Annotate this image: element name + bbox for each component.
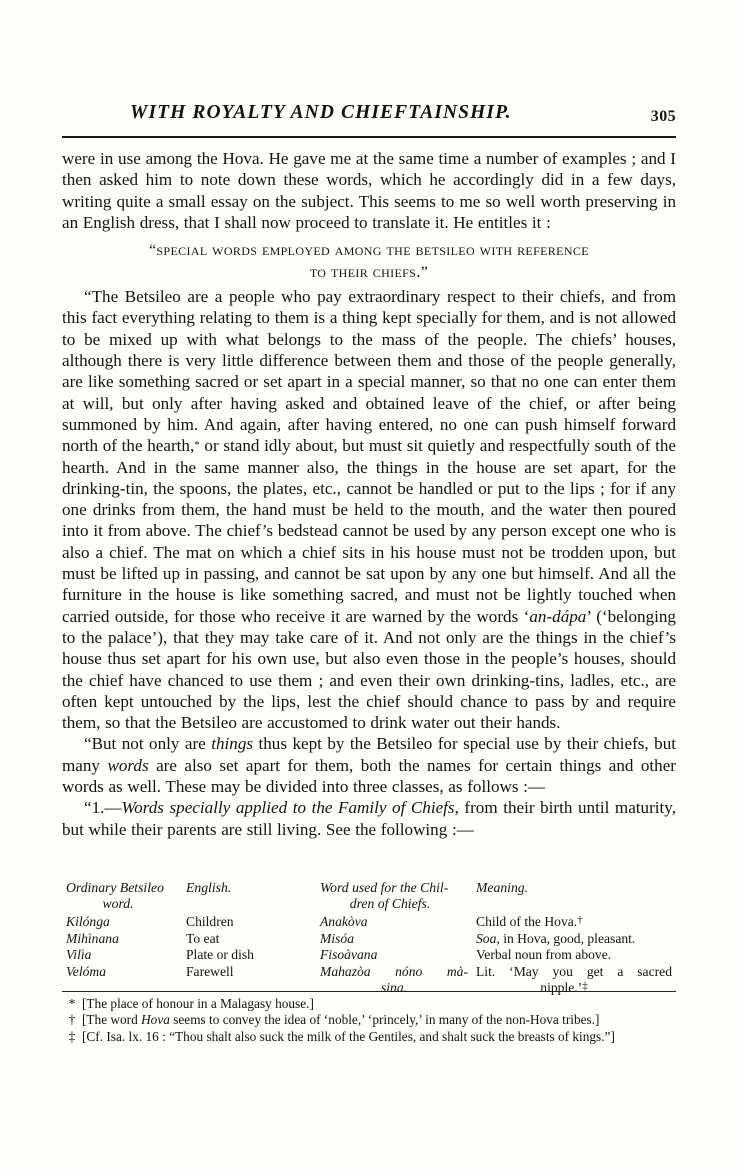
footnote-star <box>62 996 676 1012</box>
class-number: 1. <box>91 798 105 818</box>
para3-part1: “But not only are <box>84 734 212 754</box>
table-row <box>62 947 676 964</box>
column-header-child-word <box>320 880 466 913</box>
table-body <box>62 914 676 997</box>
table-row <box>62 931 676 948</box>
cell-child-word-line1: Mahazòa nóno mà- <box>320 963 468 979</box>
cell-english: To eat <box>186 930 220 946</box>
quote-close-mark: ” <box>420 263 429 281</box>
cell-meaning-text: Child of the Hova. <box>476 914 578 929</box>
footnote-dagger-italic: Hova <box>141 1012 170 1028</box>
cell-betsileo-word: Kilónga <box>66 914 110 929</box>
cell-child-word-line2: sina. <box>380 980 408 996</box>
class-one-rest: , from their birth until maturity, but while their parents are still living. See the following :— <box>62 798 676 839</box>
footnote-dagger <box>62 1012 676 1028</box>
column-header-child-word-line2: dren of Chiefs. <box>349 896 431 912</box>
running-head-title: WITH ROYALTY AND CHIEFTAINSHIP. <box>130 102 512 123</box>
footnote-block <box>62 996 676 1045</box>
cell-child-word: Fisoàvana <box>320 947 378 963</box>
footnote-ref-dagger: † <box>577 913 583 926</box>
cell-meaning: Verbal noun from above. <box>476 947 612 963</box>
cell-english: Plate or dish <box>186 947 254 963</box>
column-header-betsileo-word <box>66 880 186 913</box>
header-divider-rule <box>62 136 676 138</box>
para2-part1: “The Betsileo are a people who pay extraordinary respect to their chiefs, and from this fact everything relating to them is a thing kept specially for them, and is not allowed to be mixed up with what belongs to the mass of the people. The chiefs’ houses, although there is very little difference between them and those of the people generally, are like something sacred or set apart in a special manner, so that no one can enter them at will, but only after having asked and obtained leave of the chief, or after being summoned by him. And again, after having entered, no one can push himself forward north of the hearth, <box>62 287 676 456</box>
cell-english: Farewell <box>186 963 234 979</box>
column-header-betsileo-word-line1: Ordinary Betsileo <box>66 880 164 895</box>
column-header-child-word-line1: Word used for the Chil- <box>320 880 449 895</box>
column-header-meaning: Meaning. <box>476 880 529 895</box>
footnote-ref-double-dagger: ‡ <box>582 980 588 993</box>
footnote-star-text: [The place of honour in a Malagasy house.] <box>82 996 314 1011</box>
term-an-dapa: an-dápa <box>529 606 587 626</box>
emphasis-things: things <box>211 734 254 754</box>
body-text-column <box>62 148 676 840</box>
cell-meaning-text: , in Hova, good, pleasant. <box>496 930 636 946</box>
footnote-ref-star: * <box>194 439 200 452</box>
class-dash: — <box>104 798 122 818</box>
word-comparison-table <box>62 880 676 997</box>
table-row <box>62 914 676 931</box>
table-header-row <box>62 880 676 914</box>
cell-english: Children <box>186 914 234 929</box>
class-one-title: Words specially applied to the Family of Chiefs <box>121 798 455 818</box>
cell-betsileo-word: Vilìa <box>66 947 92 963</box>
footnote-double-dagger-text: [Cf. Isa. lx. 16 : “Thou shalt also suck the milk of the Gentiles, and shalt suck the breasts of kings.”] <box>82 1028 615 1044</box>
cell-betsileo-word: Velóma <box>66 963 107 979</box>
para2-part3: ’ (‘belonging to the palace’), that they may take care of it. And not only are the things in the chief’s house thus set apart for his own use, but also even those in the people’s houses, should the chief have chanced to use them ; and even their own drinking-tins, ladles, etc., are often kept untouched by the lips, lest the chief should chance to pass by and require them, so that the Betsileo are accustomed to drink water out their hands. <box>62 606 676 733</box>
cell-meaning-line2-text: nipple.’ <box>540 980 583 996</box>
paragraph-intro: were in use among the Hova. He gave me at the same time a number of examples ; and I then asked him to note down these words, which he accordingly did in a few days, writing quite a small essay on the subject. This seems to me so well worth preserving in an English dress, that I shall now proceed to translate it. He entitles it : <box>62 149 676 232</box>
para3-part2: thus kept by the Betsileo for special use by their chiefs, but many <box>62 734 677 775</box>
footnote-dagger-text-a: [The word <box>82 1012 142 1028</box>
cell-meaning-line1: Lit. ‘May you get a sacred <box>476 963 672 979</box>
cell-meaning-line2 <box>476 980 652 997</box>
running-head <box>62 102 676 132</box>
footnote-dagger-text-b: seems to convey the idea of ‘noble,’ ‘princely,’ in many of the non-Hova tribes.] <box>169 1012 600 1028</box>
paragraph-words-set-apart <box>62 733 676 797</box>
quote-open-mark: “ <box>149 242 157 260</box>
para2-part2: or stand idly about, but must sit quietly and respectfully south of the hearth. And in the same manner also, the things in the house are set apart, for the drinking-tin, the spoons, the plates, etc., cannot be handled or put to the lips ; for if any one drinks from them, the hand must be held to the mouth, and the water then poured into it from above. The chief’s bedstead cannot be used by any person except one who is also a chief. The mat on which a chief sits in his house must not be trodden upon, but must be lifted up in passing, and cannot be sat upon by any one but himself. And all the furniture in the house is like something sacred, and must not be lightly touched when carried outside, for those who receive it are warned by the words ‘ <box>62 436 676 626</box>
paragraph-class-one-heading: “1.—Words specially applied to the Family of Chiefs, from their birth until maturity, but while their parents are still living. See the following :— <box>62 798 676 839</box>
footnote-divider-rule <box>62 991 676 992</box>
cell-betsileo-word: Mihìnana <box>66 930 119 946</box>
quote-title-line2: to their chiefs. <box>309 261 421 281</box>
cell-meaning <box>476 914 676 931</box>
cell-child-word: Anakòva <box>320 914 368 929</box>
footnote-marker-dagger: † <box>68 1012 76 1028</box>
quote-title-line1: special words employed among the betsileo with reference <box>156 240 589 260</box>
cell-child-word: Misóa <box>320 930 354 946</box>
emphasis-words: words <box>107 755 149 775</box>
cell-meaning <box>476 931 676 948</box>
page-number: 305 <box>650 108 676 125</box>
paragraph-betsileo-respect <box>62 286 676 733</box>
quoted-essay-title <box>62 240 676 283</box>
para3-part3: are also set apart for them, both the names for certain things and other words as well. These may be divided into three classes, as follows :— <box>62 755 676 797</box>
footnote-marker-double-dagger: ‡ <box>68 1028 76 1044</box>
column-header-english: English. <box>186 880 232 895</box>
footnote-double-dagger <box>62 1029 676 1045</box>
column-header-betsileo-word-line2: word. <box>102 896 134 912</box>
cell-meaning-italic: Soa <box>476 930 497 946</box>
footnote-marker-star: * <box>68 996 76 1011</box>
